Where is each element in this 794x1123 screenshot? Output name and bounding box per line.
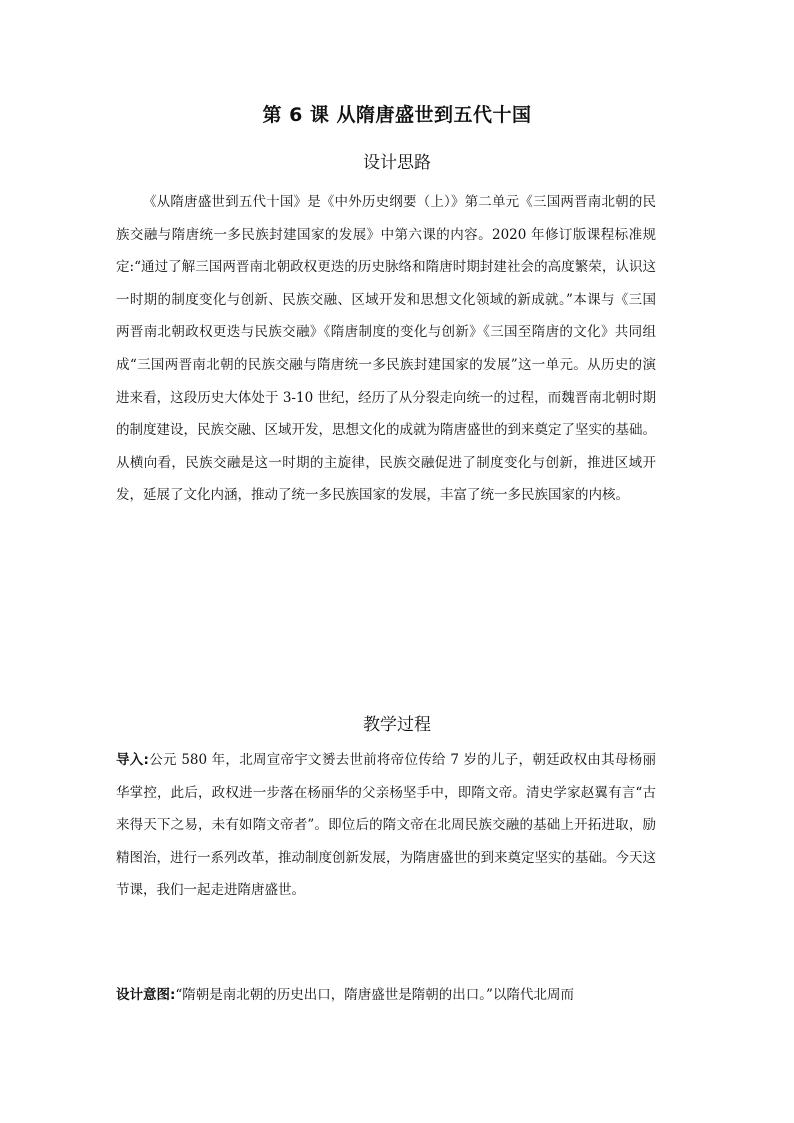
introduction-label: 导入: — [116, 752, 149, 768]
design-intent-label: 设计意图: — [116, 987, 176, 1003]
introduction-paragraph — [116, 744, 656, 907]
introduction-text: 公元 580 年，北周宣帝宇文赟去世前将帝位传给 7 岁的儿子，朝廷政权由其母杨丽华掌控，此后，政权进一步落在杨丽华的父亲杨坚手中，即隋文帝。清史学家赵翼有言“古来得天下之易，未有如隋文帝者”。即位后的隋文帝在北周民族交融的基础上开拓进取，励精图治，进行一系列改革，推动制度创新发展，为隋唐盛世的到来奠定坚实的基础。今天这节课，我们一起走进隋唐盛世。 — [116, 752, 656, 899]
design-intent-paragraph — [116, 979, 656, 1012]
design-ideas-paragraph: 《从隋唐盛世到五代十国》是《中外历史纲要（上）》第二单元《三国两晋南北朝的民族交融与隋唐统一多民族封建国家的发展》中第六课的内容。2020 年修订版课程标准规定:“通过了解三国两晋南北朝政权更迭的历史脉络和隋唐时期封建社会的高度繁荣，认识这一时期的制度变化与创新、民族交融、区域开发和思想文化领域的新成就。”本课与《三国两晋南北朝政权更迭与民族交融》《隋唐制度的变化与创新》《三国至隋唐的文化》共同组成“三国两晋南北朝的民族交融与隋唐统一多民族封建国家的发展”这一单元。从历史的演进来看，这段历史大体处于 3-10 世纪，经历了从分裂走向统一的过程，而魏晋南北朝时期的制度建设，民族交融、区域开发，思想文化的成就为隋唐盛世的到来奠定了坚实的基础。从横向看，民族交融是这一时期的主旋律，民族交融促进了制度变化与创新，推进区域开发，延展了文化内涵，推动了统一多民族国家的发展，丰富了统一多民族国家的内核。 — [116, 194, 656, 504]
teaching-process-heading: 教学过程 — [363, 715, 431, 735]
lesson-title: 第 6 课 从隋唐盛世到五代十国 — [262, 104, 532, 126]
design-intent-text: “隋朝是南北朝的历史出口，隋唐盛世是隋朝的出口。”以隋代北周而 — [175, 987, 574, 1003]
design-ideas-heading: 设计思路 — [363, 153, 431, 173]
